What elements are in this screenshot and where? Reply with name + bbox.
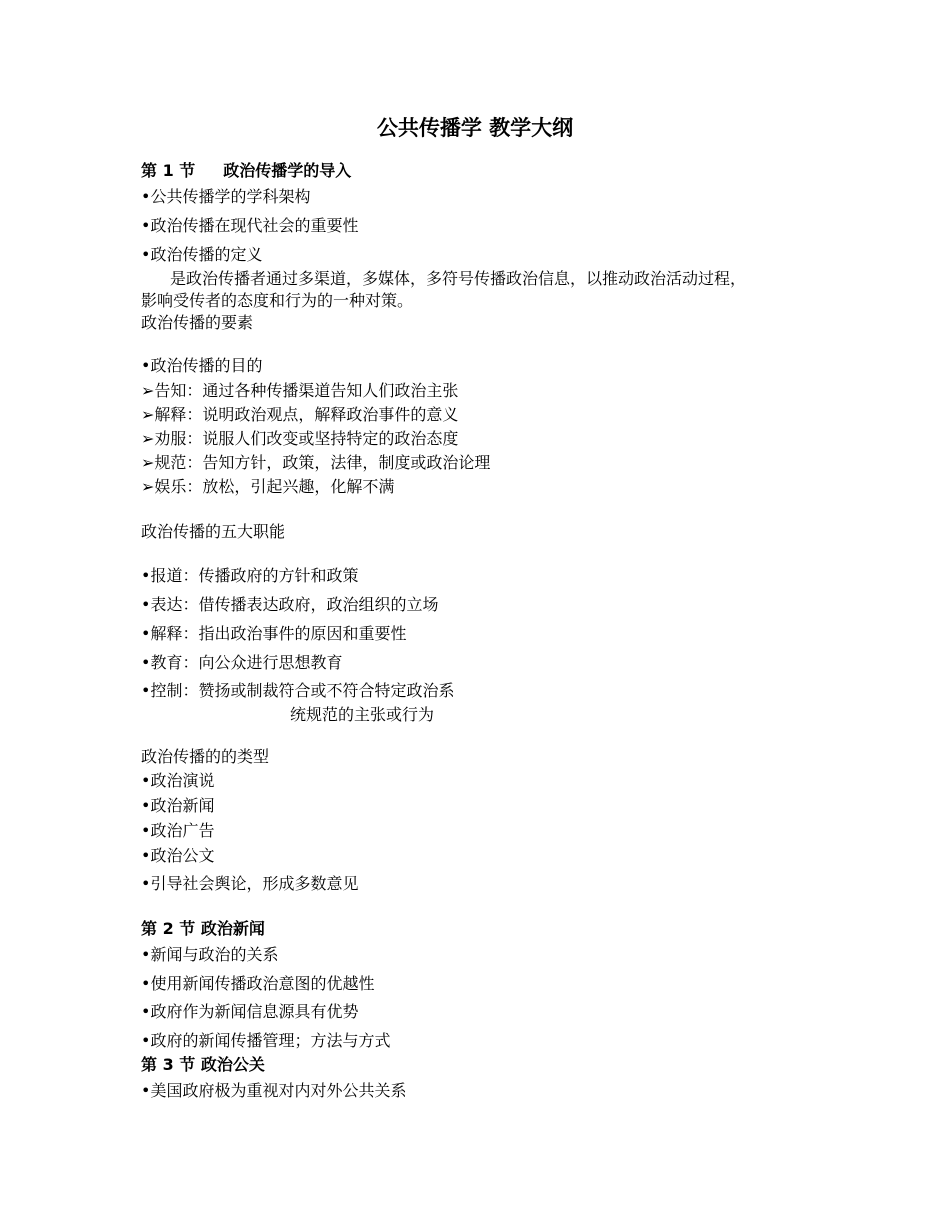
- bullet-icon: •: [141, 1031, 151, 1050]
- bullet-icon: •: [141, 245, 151, 264]
- list-item: •新闻与政治的关系: [141, 945, 279, 964]
- section-3-title: 政治公关: [200, 1055, 265, 1074]
- arrow-bullet-icon: ➢: [141, 477, 155, 496]
- list-item: •政府的新闻传播管理；方法与方式: [141, 1031, 391, 1050]
- bullet-icon: •: [141, 846, 151, 865]
- list-item: •政治传播在现代社会的重要性: [141, 216, 359, 235]
- types-title: 政治传播的的类型: [141, 747, 270, 766]
- arrow-bullet-icon: ➢: [141, 429, 155, 448]
- function-item: •解释：指出政治事件的原因和重要性: [141, 624, 407, 643]
- list-item: •使用新闻传播政治意图的优越性: [141, 974, 375, 993]
- section-3-heading: [141, 1054, 265, 1076]
- section-1-heading: [141, 160, 351, 182]
- arrow-bullet-icon: ➢: [141, 381, 155, 400]
- type-item: •引导社会舆论，形成多数意见: [141, 874, 359, 893]
- arrow-bullet-icon: ➢: [141, 405, 155, 424]
- list-item: •公共传播学的学科架构: [141, 187, 311, 206]
- bullet-icon: •: [141, 216, 151, 235]
- definition-line-1: 是政治传播者通过多渠道，多媒体，多符号传播政治信息，以推动政治活动过程，: [170, 269, 747, 288]
- bullet-icon: •: [141, 566, 151, 585]
- list-item: •政府作为新闻信息源具有优势: [141, 1002, 359, 1021]
- type-item: •政治演说: [141, 771, 215, 790]
- function-item: •表达：借传播表达政府，政治组织的立场: [141, 595, 439, 614]
- section-1-title: 政治传播学的导入: [223, 161, 352, 180]
- section-2-label: 第 2 节: [141, 919, 196, 938]
- purpose-item: ➢规范：告知方针，政策，法律，制度或政治论理: [141, 453, 491, 472]
- list-item: •政治传播的定义: [141, 245, 263, 264]
- function-item: •教育：向公众进行思想教育: [141, 653, 343, 672]
- purpose-item: ➢解释：说明政治观点，解释政治事件的意义: [141, 405, 459, 424]
- bullet-icon: •: [141, 974, 151, 993]
- purpose-item: ➢劝服：说服人们改变或坚持特定的政治态度: [141, 429, 459, 448]
- bullet-icon: •: [141, 187, 151, 206]
- bullet-icon: •: [141, 595, 151, 614]
- bullet-icon: •: [141, 624, 151, 643]
- elements-title: 政治传播的要素: [141, 313, 254, 332]
- bullet-icon: •: [141, 796, 151, 815]
- definition-line-2: 影响受传者的态度和行为的一种对策。: [141, 291, 414, 310]
- section-2-heading: [141, 918, 265, 940]
- type-item: •政治广告: [141, 821, 215, 840]
- purpose-item: ➢告知：通过各种传播渠道告知人们政治主张: [141, 381, 459, 400]
- function-item-continuation: 统规范的主张或行为: [290, 705, 435, 724]
- type-item: •政治新闻: [141, 796, 215, 815]
- purpose-title: 政治传播的目的: [150, 356, 263, 375]
- bullet-icon: •: [141, 681, 151, 700]
- document-title: 公共传播学 教学大纲: [376, 116, 574, 140]
- list-item: [141, 355, 262, 377]
- section-3-label: 第 3 节: [141, 1055, 196, 1074]
- type-item: •政治公文: [141, 846, 215, 865]
- bullet-icon: •: [141, 653, 151, 672]
- purpose-item: ➢娱乐：放松，引起兴趣，化解不满: [141, 477, 395, 496]
- functions-title: 政治传播的五大职能: [141, 522, 286, 541]
- bullet-icon: •: [141, 771, 151, 790]
- bullet-icon: •: [141, 821, 151, 840]
- bullet-icon: •: [141, 945, 151, 964]
- bullet-icon: •: [141, 1002, 151, 1021]
- section-2-title: 政治新闻: [200, 919, 265, 938]
- section-1-label: 第 1 节: [141, 161, 196, 180]
- bullet-icon: •: [141, 1081, 151, 1100]
- arrow-bullet-icon: ➢: [141, 453, 155, 472]
- function-item: •控制：赞扬或制裁符合或不符合特定政治系: [141, 681, 455, 700]
- list-item: •美国政府极为重视对内对外公共关系: [141, 1081, 407, 1100]
- function-item: •报道：传播政府的方针和政策: [141, 566, 359, 585]
- bullet-icon: •: [141, 874, 151, 893]
- bullet-icon: •: [141, 356, 151, 375]
